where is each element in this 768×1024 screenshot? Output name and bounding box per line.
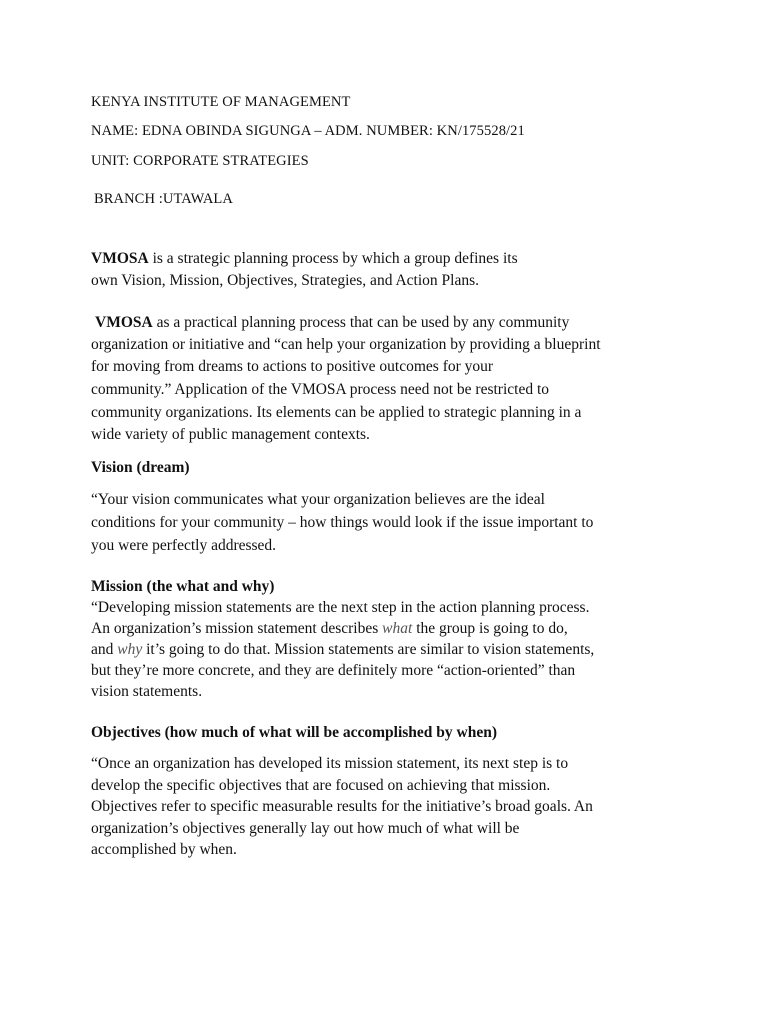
vision-line-1: “Your vision communicates what your organization believes are the ideal <box>91 491 545 508</box>
objectives-line-5: accomplished by when. <box>91 841 237 858</box>
mission-emphasis-why: why <box>117 641 143 658</box>
practical-term: VMOSA <box>95 314 153 331</box>
objectives-line-1: “Once an organization has developed its mission statement, its next step is to <box>91 755 569 772</box>
vision-line-3: you were perfectly addressed. <box>91 537 277 554</box>
intro-line-1 <box>91 249 518 269</box>
objectives-line-2: develop the specific objectives that are focused on achieving that mission. <box>91 777 551 794</box>
mission-line-2-post: the group is going to do, <box>412 620 568 637</box>
intro-line-1-text: is a strategic planning process by which a group defines its <box>148 250 518 267</box>
practical-line-6: wide variety of public management contexts. <box>91 426 370 443</box>
mission-emphasis-what: what <box>382 620 413 637</box>
practical-line-5: community organizations. Its elements can be applied to strategic planning in a <box>91 404 582 421</box>
mission-line-2 <box>91 619 568 639</box>
mission-line-3-pre: and <box>91 641 118 658</box>
practical-line-3: for moving from dreams to actions to positive outcomes for your <box>91 358 494 375</box>
objectives-heading: Objectives (how much of what will be accomplished by when) <box>91 724 498 741</box>
branch-line: BRANCH :UTAWALA <box>94 191 233 207</box>
objectives-line-4: organization’s objectives generally lay out how much of what will be <box>91 820 520 837</box>
intro-line-2: own Vision, Mission, Objectives, Strategies, and Action Plans. <box>91 272 479 289</box>
mission-heading: Mission (the what and why) <box>91 578 275 595</box>
mission-line-3 <box>91 640 594 660</box>
practical-line-1-text: as a practical planning process that can be used by any community <box>152 314 570 331</box>
mission-line-3-post: it’s going to do that. Mission statements are similar to vision statements, <box>142 641 595 658</box>
mission-line-4: but they’re more concrete, and they are definitely more “action-oriented” than <box>91 662 576 679</box>
institute-name: KENYA INSTITUTE OF MANAGEMENT <box>91 94 351 110</box>
mission-line-1: “Developing mission statements are the next step in the action planning process. <box>91 599 590 616</box>
intro-term: VMOSA <box>91 250 149 267</box>
vision-line-2: conditions for your community – how things would look if the issue important to <box>91 514 594 531</box>
vision-heading: Vision (dream) <box>91 459 190 476</box>
mission-line-5: vision statements. <box>91 683 203 700</box>
practical-line-2: organization or initiative and “can help your organization by providing a blueprint <box>91 336 601 353</box>
unit-line: UNIT: CORPORATE STRATEGIES <box>91 153 309 169</box>
mission-line-2-pre: An organization’s mission statement describes <box>91 620 383 637</box>
practical-line-4: community.” Application of the VMOSA process need not be restricted to <box>91 381 550 398</box>
practical-line-1 <box>95 313 569 333</box>
student-name-line: NAME: EDNA OBINDA SIGUNGA – ADM. NUMBER: KN/175528/21 <box>91 123 525 139</box>
objectives-line-3: Objectives refer to specific measurable results for the initiative’s broad goals. An <box>91 798 593 815</box>
